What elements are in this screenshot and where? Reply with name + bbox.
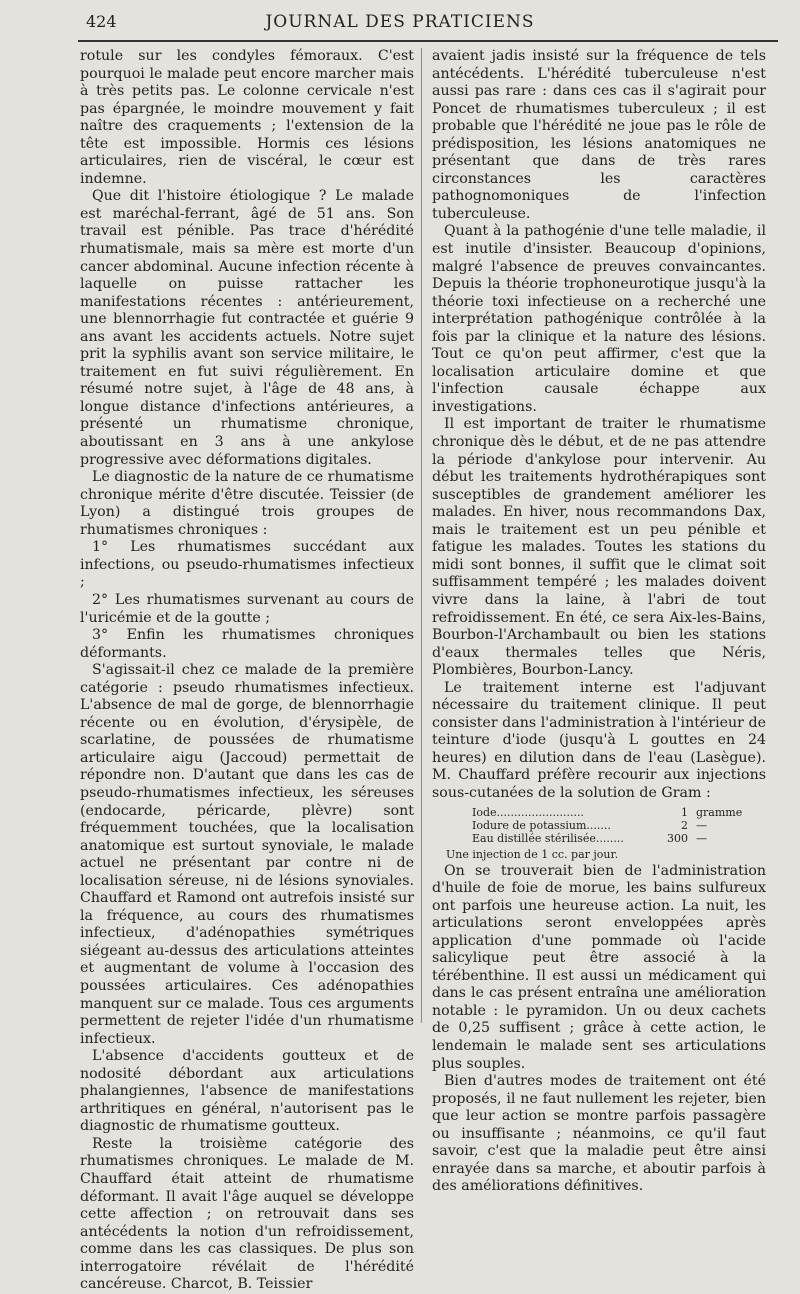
- right-column-bottom-text: [432, 863, 766, 1196]
- ingredient-name: Eau distillée stérilisée........: [472, 831, 624, 845]
- ingredient-name: Iodure de potassium.......: [472, 818, 611, 832]
- paragraph: L'absence d'accidents goutteux et de nodosité débordant aux articulations phalangiennes, l'absence de manifestations arthritiques en général, n'autorisent pas le diagnostic de rhumatisme goutteux.: [80, 1048, 414, 1135]
- prescription-row: [472, 806, 766, 819]
- prescription-table: [472, 806, 766, 845]
- paragraph: Bien d'autres modes de traitement ont été proposés, il ne faut nullement les rejeter, bien que leur action se montre parfois passagère ou insuffisante ; néanmoins, ce qu'il faut savoir, c'est que la maladie peut être ainsi enrayée dans sa marche, et aboutir parfois à des améliorations définitives.: [432, 1073, 766, 1195]
- ingredient-quantity: 1: [681, 805, 688, 819]
- right-column: [432, 48, 766, 1196]
- ingredient-unit: —: [696, 831, 707, 845]
- journal-title: JOURNAL DES PRATICIENS: [265, 12, 535, 32]
- paragraph: 3° Enfin les rhumatismes chroniques déformants.: [80, 627, 414, 661]
- paragraph: Que dit l'histoire étiologique ? Le malade est maréchal-ferrant, âgé de 51 ans. Son travail est pénible. Pas trace d'hérédité rhumatismale, mais sa mère est morte d'un cancer abdominal. Aucune infection récente à laquelle on puisse rattacher les manifestations récentes : antérieurement, une blennorrhagie fut contractée et guérie 9 ans avant les accidents actuels. Notre sujet prit la syphilis avant son service militaire, le traitement en fut suivi régulièrement. En résumé notre sujet, à l'âge de 48 ans, à longue distance d'infections antérieures, a présenté un rhumatisme chronique, aboutissant en 3 ans à une ankylose progressive avec déformations digitales.: [80, 188, 414, 468]
- page-number: 424: [86, 12, 117, 31]
- prescription-note: Une injection de 1 cc. par jour.: [446, 847, 619, 861]
- column-divider: [421, 48, 422, 1023]
- continued-paragraph: rotule sur les condyles fémoraux. C'est pourquoi le malade peut encore marcher mais à très petits pas. Le colonne cervicale n'est pas épargnée, le moindre mouvement y fait naître des craquements ; l'extension de la tête est impossible. Hormis ces lésions articulaires, rien de viscéral, le cœur est indemne.: [80, 48, 414, 187]
- ingredient-quantity: 2: [681, 818, 688, 832]
- continued-paragraph: avaient jadis insisté sur la fréquence de tels antécédents. L'hérédité tuberculeuse n'est aussi pas rare : dans ces cas il s'agirait pour Poncet de rhumatismes tuberculeux ; il est probable que l'hérédité ne joue pas le rôle de prédisposition, les lésions anatomiques ne présentant que dans de très rares circonstances les caractères pathognomoniques de l'infection tuberculeuse.: [432, 48, 766, 222]
- left-column: [80, 48, 414, 1294]
- right-column-top-text: [432, 48, 766, 803]
- paragraph: 2° Les rhumatismes survenant au cours de l'uricémie et de la goutte ;: [80, 591, 414, 626]
- paragraph: S'agissait-il chez ce malade de la première catégorie : pseudo rhumatismes infectieux. L'absence de mal de gorge, de blennorrhagie récente ou en évolution, d'érysipèle, de scarlatine, de poussées de rhumatisme articulaire aigu (Jaccoud) permettait de répondre non. D'autant que dans les cas de pseudo-rhumatismes infectieux, les séreuses (endocarde, péricarde, plèvre) sont fréquemment touchées, que la localisation anatomique est surtout synoviale, le malade actuel ne présentant par contre ni de localisation séreuse, ni de lésions synoviales. Chauffard et Ramond ont autrefois insisté sur la fréquence, au cours des rhumatismes infectieux, d'adénopathies symétriques siégeant au-dessus des articulations atteintes et augmentant de volume à l'occasion des poussées articulaires. Ces adénopathies manquent sur ce malade. Tous ces arguments permettent de rejeter l'idée d'un rhumatisme infectieux.: [80, 662, 414, 1047]
- prescription-row: [472, 819, 766, 832]
- paragraph: Le traitement interne est l'adjuvant nécessaire du traitement clinique. Il peut consister dans l'administration à l'intérieur de teinture d'iode (jusqu'à L gouttes en 24 heures) en dilution dans de l'eau (Lasègue). M. Chauffard préfère recourir aux injections sous-cutanées de la solution de Gram :: [432, 679, 766, 801]
- ingredient-name: Iode.........................: [472, 805, 584, 819]
- ingredient-unit: —: [696, 818, 707, 832]
- ingredient-quantity: 300: [667, 831, 688, 845]
- paragraph: Il est important de traiter le rhumatisme chronique dès le début, et de ne pas attendre la période d'ankylose pour intervenir. Au début les traitements hydrothérapiques sont susceptibles de grandement améliorer les malades. En hiver, nous recommandons Dax, mais le traitement est un peu pénible et fatigue les malades. Toutes les stations du midi sont bonnes, il suffit que le climat soit suffisamment tempéré ; les malades doivent vivre dans la laine, à l'abri de tout refroidissement. En été, ce sera Aix-les-Bains, Bourbon-l'Archambault ou bien les stations d'eaux thermales telles que Néris, Plombières, Bourbon-Lancy.: [432, 416, 766, 679]
- paragraph: Quant à la pathogénie d'une telle maladie, il est inutile d'insister. Beaucoup d'opinions, malgré l'absence de preuves convaincantes. Depuis la théorie trophoneurotique jusqu'à la théorie toxi infectieuse on a recherché une interprétation pathogénique contrôlée à la fois par la clinique et la nature des lésions. Tout ce qu'on peut affirmer, c'est que la localisation articulaire domine et que l'infection causale échappe aux investigations.: [432, 223, 766, 415]
- paragraph: Le diagnostic de la nature de ce rhumatisme chronique mérite d'être discutée. Teissier (de Lyon) a distingué trois groupes de rhumatismes chroniques :: [80, 469, 414, 538]
- ingredient-unit: gramme: [696, 805, 743, 819]
- paragraph: 1° Les rhumatismes succédant aux infections, ou pseudo-rhumatismes infectieux ;: [80, 539, 414, 591]
- page-header: [0, 0, 800, 44]
- prescription-row: [472, 832, 766, 845]
- header-rule: [78, 40, 778, 42]
- paragraph: Reste la troisième catégorie des rhumatismes chroniques. Le malade de M. Chauffard était atteint de rhumatisme déformant. Il avait l'âge auquel se développe cette affection ; on retrouvait dans ses antécédents la notion d'un refroidissement, comme dans les cas classiques. De plus son interrogatoire révélait de l'hérédité cancéreuse. Charcot, B. Teissier: [80, 1135, 414, 1293]
- paragraph: On se trouverait bien de l'administration d'huile de foie de morue, les bains sulfureux ont parfois une heureuse action. La nuit, les articulations seront enveloppées après application d'une pommade où l'acide salicylique peut être associé à la térébenthine. Il est aussi un médicament qui dans le cas présent entraîna une amélioration notable : le pyramidon. Un ou deux cachets de 0,25 suffisent ; grâce à cette action, le lendemain le malade sent ses articulations plus souples.: [432, 862, 766, 1072]
